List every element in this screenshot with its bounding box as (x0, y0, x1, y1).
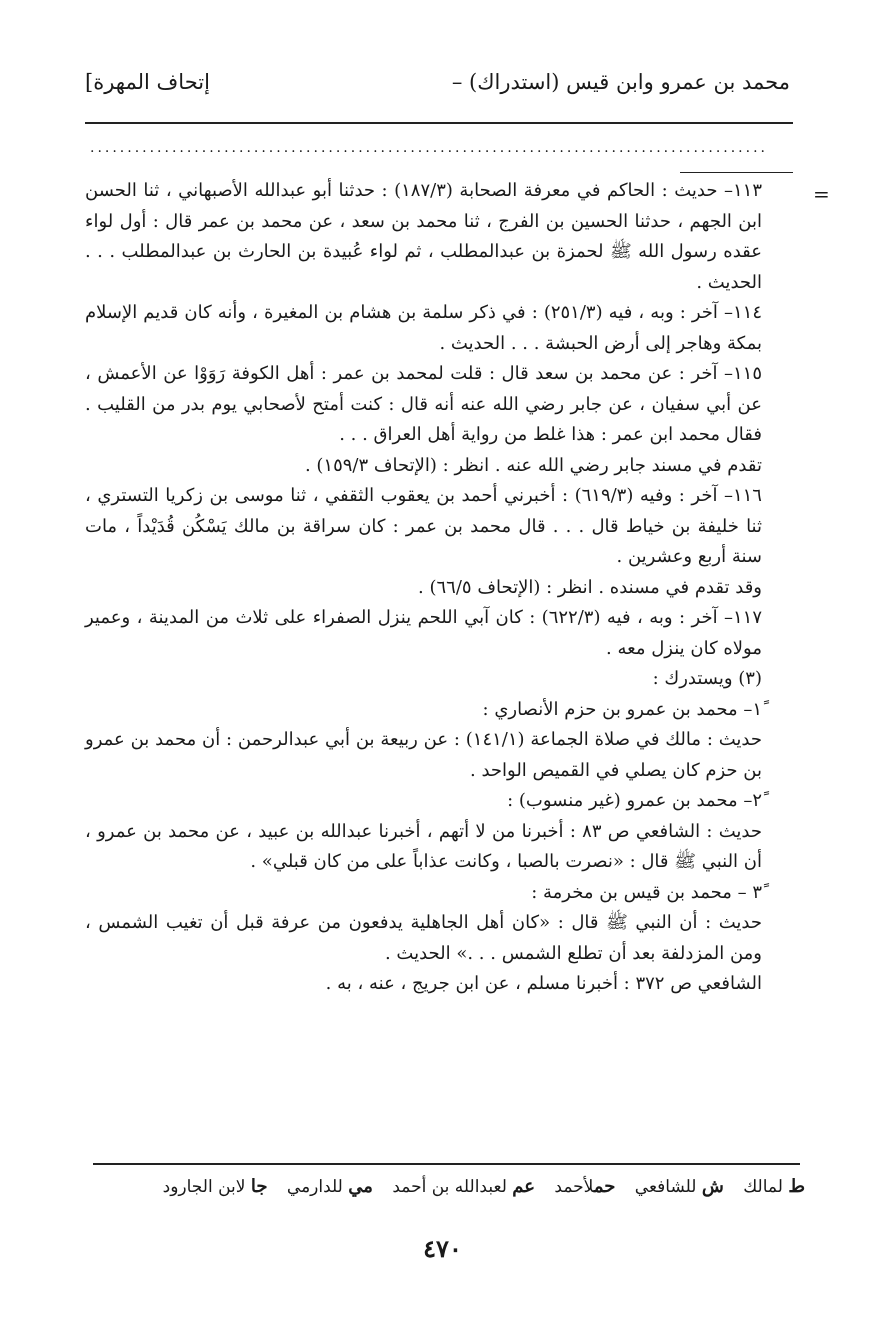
abbr-code: ط (788, 1176, 805, 1197)
paragraph-115-note: تقدم في مسند جابر رضي الله عنه . انظر : (الإتحاف ١٥٩/٣) . (304, 454, 762, 476)
addendum-heading: (٣) ويستدرك : (652, 668, 762, 689)
running-title: – محمد بن عمرو وابن قيس (استدراك) (451, 70, 790, 94)
abbr-code: مي (348, 1176, 373, 1197)
abbr-name: لعبدالله بن أحمد (392, 1177, 507, 1197)
main-text (85, 176, 800, 1000)
short-rule (680, 172, 793, 173)
abbr-name: للدارمي (286, 1177, 343, 1197)
abbr-code: ش (701, 1176, 724, 1197)
addendum-1-heading: ١ً– محمد بن عمرو بن حزم الأنصاري : (482, 698, 762, 720)
footnote-rule (93, 1163, 800, 1165)
addendum-3-hadith: حديث : أن النبي ﷺ قال : «كان أهل الجاهلية يدفعون من عرفة قبل أن تغيب الشمس ، ومن المزدلفة بعد أن تطلع الشمس . . .» الحديث . (85, 912, 762, 964)
addendum-3-source: الشافعي ص ٣٧٢ : أخبرنا مسلم ، عن ابن جريج ، عنه ، به . (325, 973, 762, 994)
paragraph-117: ١١٧– آخر : وبه ، فيه (٦٢٢/٣) : كان آبي اللحم ينزل الصفراء على ثلاث من المدينة ، وعمير مولاه كان ينزل معه . (85, 607, 763, 659)
abbr-name: لمالك (743, 1177, 783, 1197)
abbreviation-key (93, 1176, 805, 1197)
page-number: ٤٧٠ (423, 1234, 462, 1263)
addendum-3-heading: ٣ً – محمد بن قيس بن مخرمة : (531, 881, 762, 903)
abbr-code: عم (512, 1176, 536, 1197)
addendum-2-hadith: حديث : الشافعي ص ٨٣ : أخبرنا من لا أتهم ، أخبرنا عبدالله بن عبيد ، عن محمد بن عمرو ، أن النبي ﷺ قال : «نصرت بالصبا ، وكانت عذاباً على من كان قبلي» . (85, 820, 762, 872)
book-title: [إتحاف المهرة (85, 70, 210, 94)
abbr-name: للشافعي (634, 1177, 697, 1197)
abbr-code: جا (250, 1176, 268, 1197)
abbr-name: لأحمد (554, 1177, 594, 1197)
paragraph-116-note: وقد تقدم في مسنده . انظر : (الإتحاف ٦٦/٥) . (418, 576, 762, 598)
paragraph-116: ١١٦– آخر : وفيه (٦١٩/٣) : أخبرني أحمد بن يعقوب الثقفي ، ثنا موسى بن زكريا التستري ، ثنا خليفة بن خياط قال . . . قال محمد بن عمر : كان سراقة بن مالك يَسْكُن قُدَيْداً ، مات سنة أربع وعشرين . (85, 485, 762, 567)
paragraph-114: ١١٤– آخر : وبه ، فيه (٢٥١/٣) : في ذكر سلمة بن هشام بن المغيرة ، وأنه كان قديم الإسلام بمكة وهاجر إلى أرض الحبشة . . . الحديث . (85, 302, 762, 354)
addendum-1-hadith: حديث : مالك في صلاة الجماعة (١٤١/١) : عن ربيعة بن أبي عبدالرحمن : أن محمد بن عمرو بن حزم كان يصلي في القميص الواحد . (85, 729, 762, 781)
addendum-2-heading: ٢ً– محمد بن عمرو (غير منسوب) : (507, 790, 762, 811)
paragraph-115: ١١٥– آخر : عن محمد بن سعد قال : قلت لمحمد بن عمر : أهل الكوفة رَوَوْا عن الأعمش ، عن أبي سفيان ، عن جابر رضي الله عنه أنه قال : كنت أمتح لأصحابي يوم بدر من القليب . فقال محمد ابن عمر : هذا غلط من رواية أهل العراق . . . (85, 363, 762, 445)
omission-dots: ........................................................................................... (90, 140, 768, 156)
abbr-name: لابن الجارود (162, 1177, 246, 1197)
abbr-code: حم (593, 1176, 616, 1197)
page-header (85, 70, 790, 110)
header-rule (85, 122, 793, 124)
continuation-mark: = (813, 182, 830, 206)
paragraph-113: ١١٣– حديث : الحاكم في معرفة الصحابة (١٨٧/٣) : حدثنا أبو عبدالله الأصبهاني ، ثنا الحسن ابن الجهم ، حدثنا الحسين بن الفرج ، ثنا محمد بن سعد ، عن محمد بن عمر قال : أول لواء عقده رسول الله ﷺ لحمزة بن عبدالمطلب ، ثم لواء عُبيدة بن الحارث بن عبدالمطلب . . . الحديث . (85, 180, 763, 293)
